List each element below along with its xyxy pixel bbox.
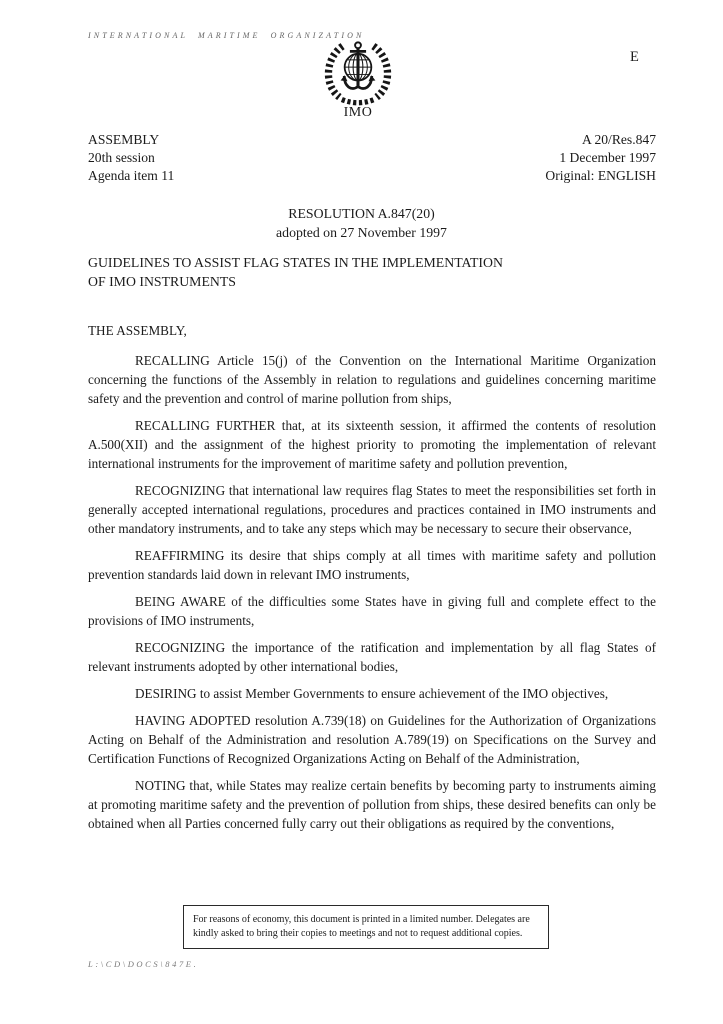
document-symbol: A 20/Res.847: [581, 132, 656, 147]
org-name-watermark: INTERNATIONAL MARITIME ORGANIZATION: [88, 31, 365, 40]
header-left-block: [88, 131, 174, 185]
committee-name: ASSEMBLY: [88, 132, 160, 147]
document-date: 1 December 1997: [559, 150, 656, 165]
body-paragraph: RECALLING FURTHER that, at its sixteenth session, it affirmed the contents of resolution A.500(XII) and the assignment of the highest priority to promoting the implementation of relevant international instruments for the improvement of maritime safety and pollution prevention,: [88, 418, 656, 471]
imo-logo-label: IMO: [343, 105, 373, 120]
economy-notice-box: [183, 905, 549, 949]
adoption-date: adopted on 27 November 1997: [276, 224, 447, 240]
original-language: Original: ENGLISH: [545, 168, 656, 183]
subject-line-2: OF IMO INSTRUMENTS: [88, 273, 236, 289]
session-number: 20th session: [88, 150, 155, 165]
imo-emblem-icon: [317, 38, 399, 106]
header-right-block: [545, 131, 656, 185]
body-paragraph: HAVING ADOPTED resolution A.739(18) on Guidelines for the Authorization of Organizations Acting on Behalf of the Administration and resolution A.789(19) on Specifications on the Survey and Certification Functions of Recognized Organizations Acting on Behalf of the Administration,: [88, 713, 656, 766]
language-letter: E: [630, 49, 639, 65]
resolution-title: [0, 205, 723, 242]
agenda-item: Agenda item 11: [88, 168, 175, 183]
body-paragraph: RECOGNIZING that international law requires flag States to meet the responsibilities set forth in generally accepted international regulations, procedures and practices contained in IMO instruments and other mandatory instruments, and to take any steps which may be necessary to secure their observance,: [88, 483, 656, 536]
notice-line-1: For reasons of economy, this document is printed in a limited number. Delegates are: [193, 914, 530, 925]
salutation: THE ASSEMBLY,: [88, 323, 187, 338]
resolution-subject: [88, 254, 656, 291]
body-paragraph: DESIRING to assist Member Governments to ensure achievement of the IMO objectives,: [135, 686, 609, 701]
body-paragraph: BEING AWARE of the difficulties some States have in giving full and complete effect to the provisions of IMO instruments,: [88, 594, 656, 628]
resolution-number: RESOLUTION A.847(20): [288, 206, 435, 221]
body-paragraph: NOTING that, while States may realize certain benefits by becoming party to instruments aiming at promoting maritime safety and the prevention of pollution from ships, these desired benefits can only be obtained when all Parties concerned fully carry out their obligations as required by the conventions,: [88, 778, 656, 831]
notice-line-2: kindly asked to bring their copies to meetings and not to request additional copies.: [193, 927, 523, 939]
file-reference: L:\CD\DOCS\847E.: [88, 959, 199, 969]
body-paragraph: RECALLING Article 15(j) of the Convention on the International Maritime Organization concerning the functions of the Assembly in relation to regulations and guidelines concerning maritime safety and the prevention and control of marine pollution from ships,: [88, 353, 656, 406]
subject-line-1: GUIDELINES TO ASSIST FLAG STATES IN THE IMPLEMENTATION: [88, 255, 503, 270]
body-paragraph: REAFFIRMING its desire that ships comply at all times with maritime safety and pollution prevention standards laid down in relevant IMO instruments,: [88, 548, 656, 582]
resolution-body: [88, 321, 656, 841]
document-header: [88, 131, 656, 185]
body-paragraph: RECOGNIZING the importance of the ratification and implementation by all flag States of relevant instruments adopted by other international bodies,: [88, 640, 656, 674]
